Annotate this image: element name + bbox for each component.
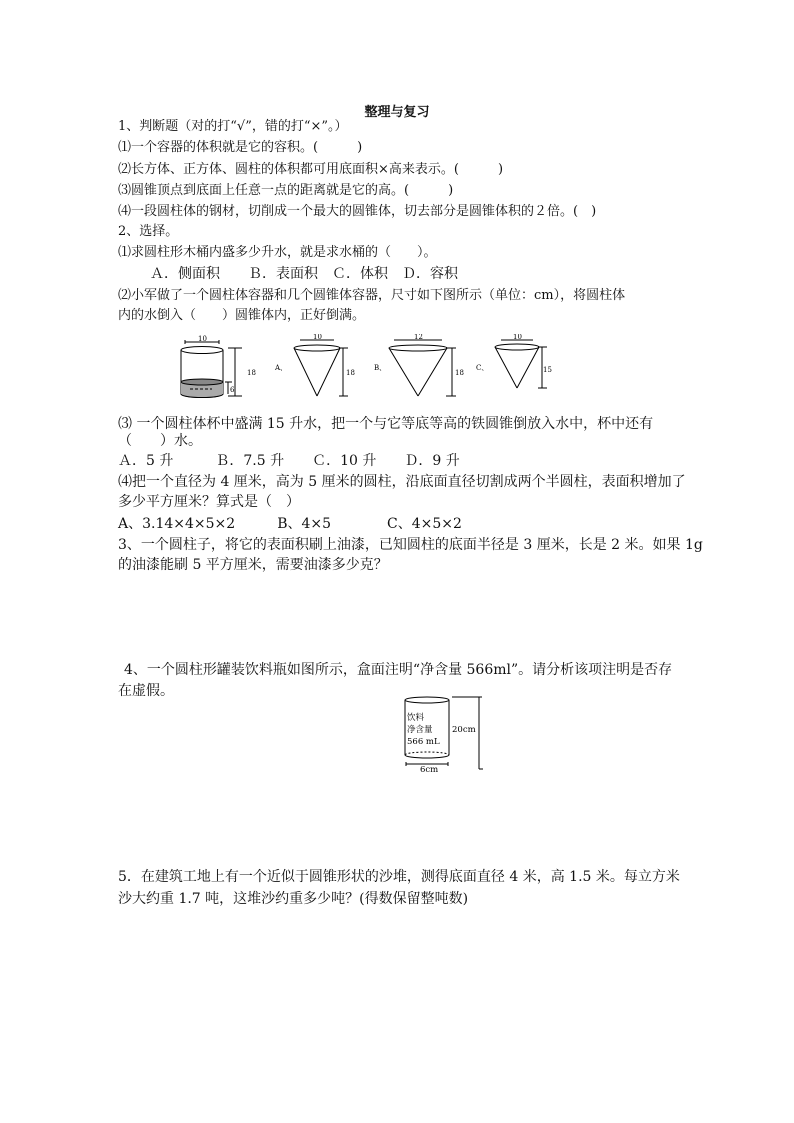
cone-a-height: 18 bbox=[346, 369, 355, 377]
cone-c-height: 15 bbox=[543, 366, 552, 374]
water-height-label: 6 bbox=[230, 386, 235, 394]
q2-s3-options: Ａ．5 升 Ｂ．7.5 升 Ｃ．10 升 Ｄ．9 升 bbox=[118, 453, 460, 469]
cone-c-diameter: 10 bbox=[513, 334, 522, 341]
q2-s2-line1: ⑵小军做了一个圆柱体容器和几个圆锥体容器，尺寸如下图所示（单位：cm），将圆柱体 bbox=[118, 288, 626, 303]
cone-b-label: B、 bbox=[374, 364, 387, 372]
q4-can-figure bbox=[395, 693, 497, 775]
q2-s1-options: Ａ．侧面积 Ｂ．表面积 Ｃ．体积 Ｄ．容积 bbox=[150, 266, 458, 282]
q2-figure bbox=[172, 334, 562, 402]
q1-item-2: ⑵长方体、正方体、圆柱的体积都可用底面积×高来表示。( ) bbox=[118, 162, 504, 177]
q2-heading: 2、选择。 bbox=[118, 224, 179, 239]
q1-heading: 1、判断题（对的打“√”，错的打“×”。） bbox=[118, 119, 348, 134]
can-label-2: 净含量 bbox=[407, 725, 433, 735]
cone-b-diameter: 12 bbox=[414, 334, 423, 341]
q4-line2: 在虚假。 bbox=[118, 683, 174, 699]
q5-line2: 沙大约重 1.7 吨，这堆沙约重多少吨？(得数保留整吨数) bbox=[118, 891, 469, 907]
cyl-height-label: 18 bbox=[247, 369, 256, 377]
q2-s3-line2: （ ）水。 bbox=[118, 433, 202, 449]
q2-s4-options: A、3.14×4×5×2 B、4×5 C、4×5×2 bbox=[118, 516, 462, 532]
q3-line2: 的油漆能刷 5 平方厘米，需要油漆多少克？ bbox=[118, 557, 388, 573]
q1-item-3: ⑶圆锥顶点到底面上任意一点的距离就是它的高。( ) bbox=[118, 183, 454, 198]
q2-s1-text: ⑴求圆柱形木桶内盛多少升水，就是求水桶的（ ）。 bbox=[118, 245, 437, 260]
cone-c-label: C、 bbox=[476, 364, 489, 372]
q2-s3-line1: ⑶ 一个圆柱体杯中盛满 15 升水，把一个与它等底等高的铁圆锥倒放入水中，杯中还有 bbox=[118, 416, 654, 432]
q1-item-1: ⑴一个容器的体积就是它的容积。( ) bbox=[118, 140, 363, 155]
can-height-label: 20cm bbox=[452, 725, 476, 735]
q2-s4-line1: ⑷把一个直径为 4 厘米，高为 5 厘米的圆柱，沿底面直径切割成两个半圆柱，表面积增加了 bbox=[118, 474, 686, 490]
cone-a-label: A、 bbox=[275, 364, 288, 372]
page-title: 整理与复习 bbox=[364, 105, 430, 120]
q2-s4-line2: 多少平方厘米？算式是（ ） bbox=[118, 494, 300, 510]
cone-a-diameter: 10 bbox=[313, 334, 322, 341]
cone-b-height: 18 bbox=[455, 369, 464, 377]
q1-item-4: ⑷一段圆柱体的钢材，切削成一个最大的圆锥体，切去部分是圆锥体积的２倍。( ) bbox=[118, 204, 597, 219]
can-label-1: 饮料 bbox=[407, 713, 425, 723]
can-diameter-label: 6cm bbox=[420, 765, 439, 775]
can-label-3: 566 mL bbox=[407, 737, 440, 747]
q2-s2-line2: 内的水倒入（ ）圆锥体内，正好倒满。 bbox=[118, 308, 366, 323]
q4-line1: 4、一个圆柱形罐装饮料瓶如图所示，盒面注明“净含量 566ml”。请分析该项注明是否存 bbox=[124, 662, 673, 678]
q5-line1: 5．在建筑工地上有一个近似于圆锥形状的沙堆，测得底面直径 4 米，高 1.5 米。每立方米 bbox=[118, 869, 680, 885]
cyl-diameter-label: 10 bbox=[198, 335, 207, 343]
q3-line1: 3、一个圆柱子，将它的表面积刷上油漆，已知圆柱的底面半径是 3 厘米，长是 2 米。如果 1g bbox=[118, 537, 703, 553]
